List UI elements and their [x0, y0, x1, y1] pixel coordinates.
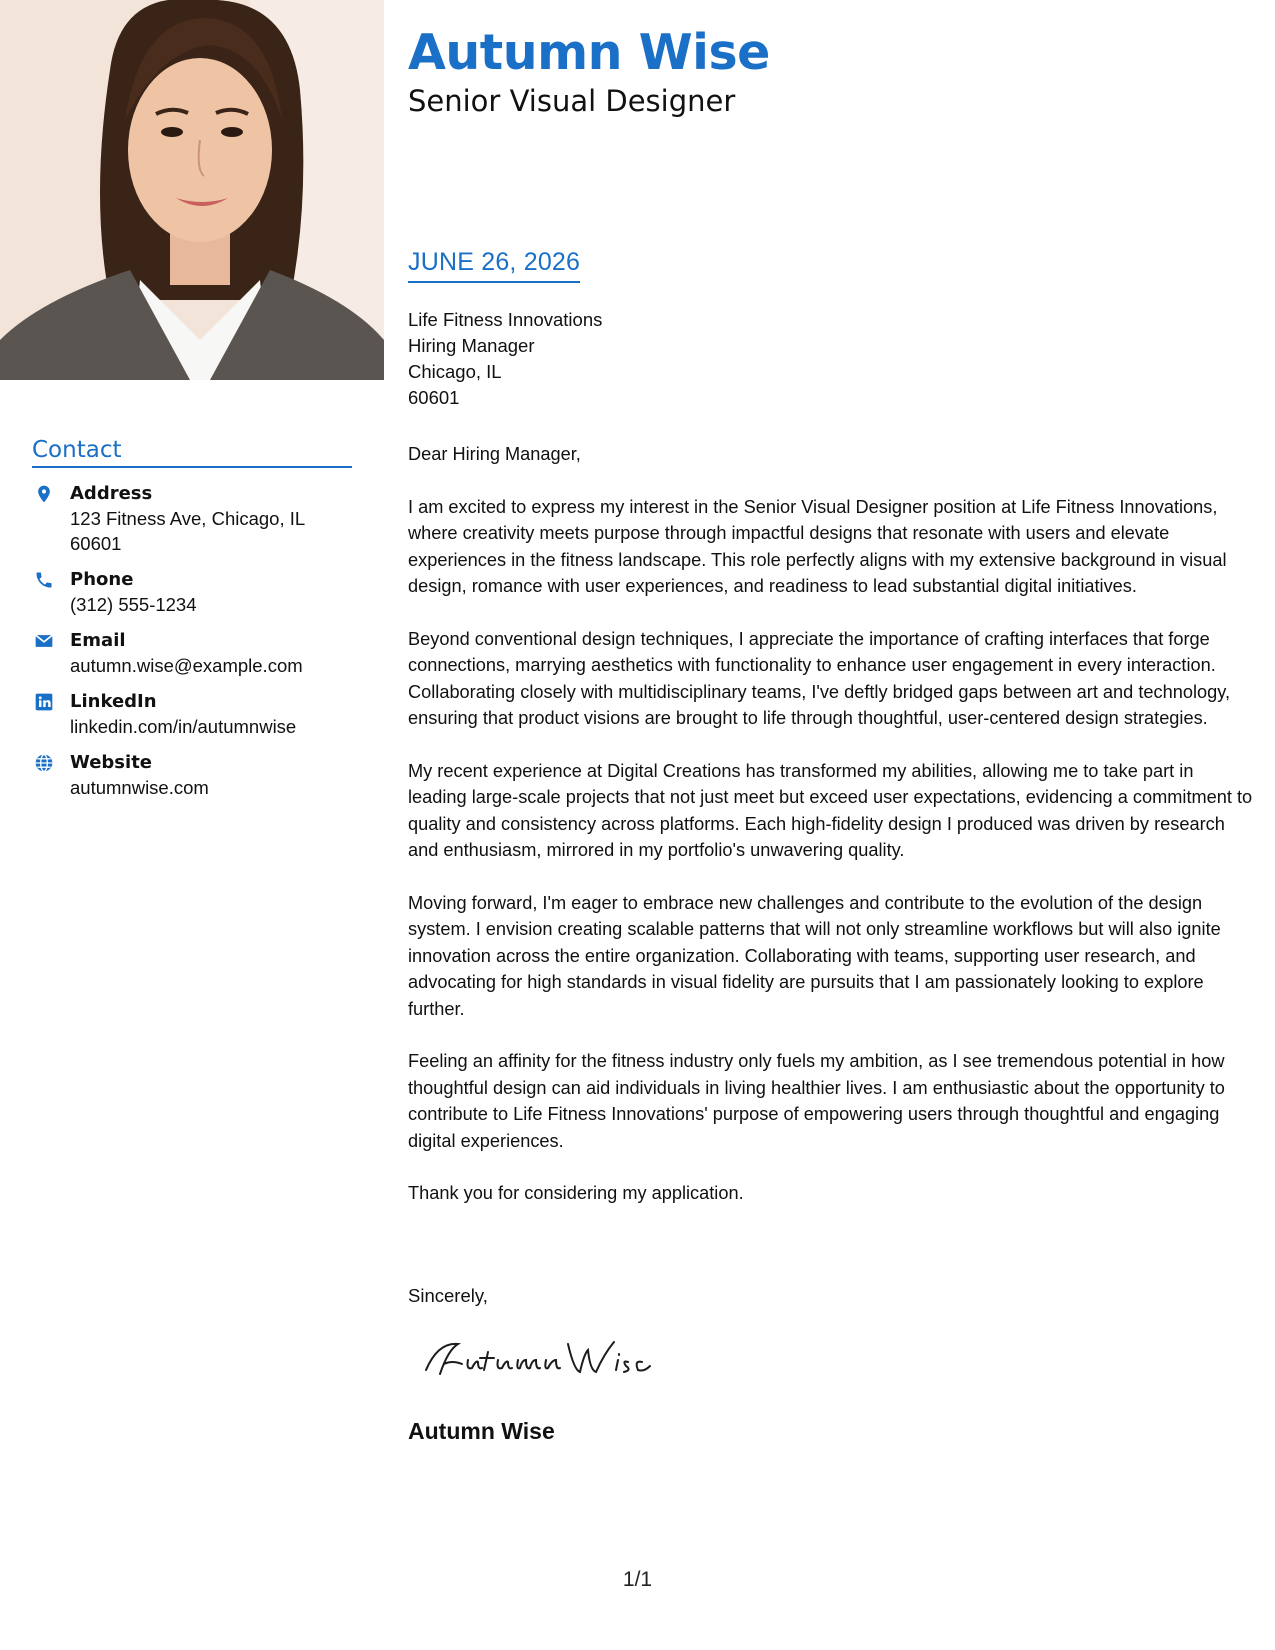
contact-label: Website [70, 752, 153, 773]
profile-photo [0, 0, 384, 380]
contact-email [32, 629, 352, 678]
map-pin-icon [34, 484, 54, 504]
contact-value: (312) 555-1234 [70, 594, 197, 615]
closing: Sincerely, [408, 1285, 488, 1306]
contact-linkedin [32, 690, 352, 739]
contact-label: Phone [70, 569, 134, 590]
paragraph: I am excited to express my interest in the Senior Visual Designer position at Life Fitness Innovations, where creativity meets purpose through impactful designs that resonate with users and elevate experiences in the fitness landscape. This role perfectly aligns with my extensive background in visual design, romance with user experiences, and readiness to lead substantial digital initiatives. [408, 496, 1227, 596]
applicant-title: Senior Visual Designer [408, 84, 736, 118]
paragraph: Feeling an affinity for the fitness industry only fuels my ambition, as I see tremendous potential in how thoughtful design can aid individuals in living healthier lives. I am enthusiastic about the opportunity to contribute to Life Fitness Innovations' purpose of empowering users through thoughtful and engaging digital experiences. [408, 1051, 1225, 1151]
recipient-company: Life Fitness Innovations [408, 309, 603, 330]
paragraph: Thank you for considering my application. [408, 1183, 744, 1203]
paragraph: My recent experience at Digital Creations has transformed my abilities, allowing me to take part in leading large-scale projects that not just meet but exceed user expectations, evidencing a commitment to quality and consistency across platforms. Each high-fidelity design I produced was driven by research and enthusiasm, mirrored in my portfolio's unwavering quality. [408, 760, 1253, 860]
recipient-role: Hiring Manager [408, 335, 535, 356]
signer-name: Autumn Wise [408, 1418, 555, 1444]
contact-list [32, 482, 352, 800]
contact-value: autumnwise.com [70, 777, 209, 798]
contact-label: Email [70, 630, 126, 651]
linkedin-icon [34, 692, 54, 712]
recipient-block [408, 307, 602, 411]
contact-phone [32, 568, 352, 617]
contact-website [32, 751, 352, 800]
contact-heading: Contact [32, 437, 352, 468]
phone-icon [34, 570, 54, 590]
globe-icon [34, 753, 54, 773]
contact-address [32, 482, 352, 556]
salutation: Dear Hiring Manager, [408, 444, 581, 464]
contact-label: LinkedIn [70, 691, 157, 712]
recipient-city: Chicago, IL [408, 361, 502, 382]
signature-image [418, 1330, 678, 1390]
paragraph: Beyond conventional design techniques, I appreciate the importance of crafting interfaces that forge connections, marrying aesthetics with functionality to enhance user engagement in every interaction. Collaborating closely with multidisciplinary teams, I've deftly bridged gaps between art and technology, ensuring that product visions are brought to life through thoughtful, user-centered design strategies. [408, 628, 1231, 728]
contact-value: autumn.wise@example.com [70, 655, 303, 676]
contact-section [32, 437, 352, 812]
envelope-icon [34, 631, 54, 651]
letter-date: JUNE 26, 2026 [408, 248, 580, 283]
page-number: 1/1 [622, 1568, 653, 1591]
recipient-zip: 60601 [408, 387, 460, 408]
paragraph: Moving forward, I'm eager to embrace new challenges and contribute to the evolution of the design system. I envision creating scalable patterns that will not only streamline workflows but will also ignite innovation across the entire organization. Collaborating with teams, supporting user research, and advocating for high standards in visual fidelity are pursuits that I am passionately looking to explore further. [408, 892, 1221, 1019]
applicant-name: Autumn Wise [408, 24, 770, 81]
letter-body [408, 441, 1253, 1233]
contact-value: 123 Fitness Ave, Chicago, IL 60601 [70, 508, 305, 554]
contact-label: Address [70, 483, 153, 504]
contact-value: linkedin.com/in/autumnwise [70, 716, 297, 737]
